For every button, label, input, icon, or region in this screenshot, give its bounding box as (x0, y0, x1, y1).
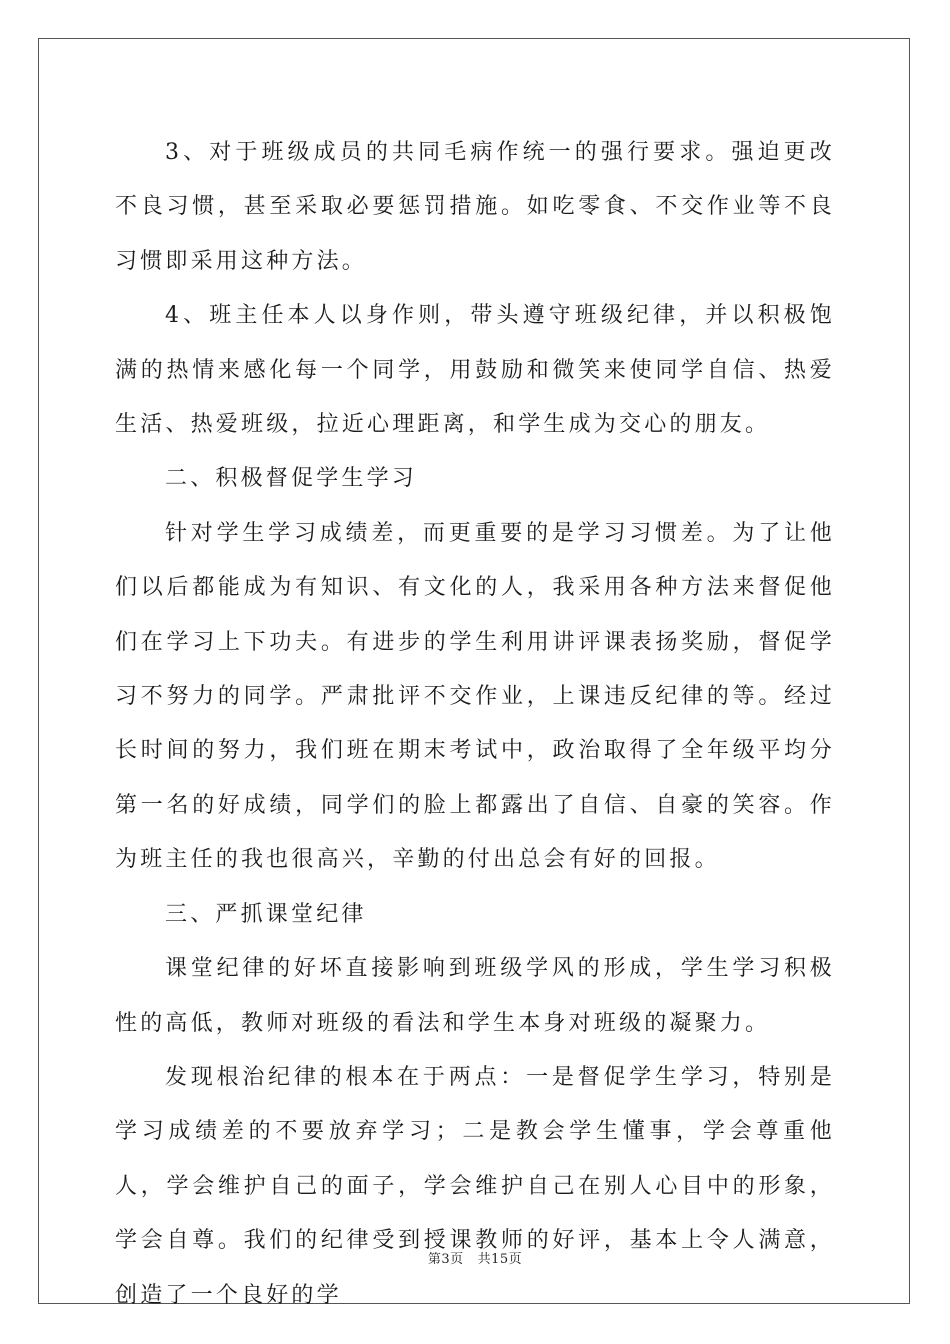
paragraph-item-4: 4、班主任本人以身作则，带头遵守班级纪律，并以积极饱满的热情来感化每一个同学，用鼓励和微笑来使同学自信、热爱生活、热爱班级，拉近心理距离，和学生成为交心的朋友。 (115, 303, 835, 438)
paragraph-item-3: 3、对于班级成员的共同毛病作统一的强行要求。强迫更改不良习惯，甚至采取必要惩罚措施。如吃零食、不交作业等不良习惯即采用这种方法。 (115, 140, 835, 274)
page-footer (0, 1248, 950, 1267)
section-heading-2: 二、积极督促学生学习 (165, 466, 418, 492)
page-total: 共15页 (477, 1252, 523, 1267)
paragraph-study: 针对学生学习成绩差，而更重要的是学习习惯差。为了让他们以后都能成为有知识、有文化的人，我采用各种方法来督促他们在学习上下功夫。有进步的学生利用讲评课表扬奖励，督促学习不努力的同学。严肃批评不交作业，上课违反纪律的等。经过长时间的努力，我们班在期末考试中，政治取得了全年级平均分第一名的好成绩，同学们的脸上都露出了自信、自豪的笑容。作为班主任的我也很高兴，辛勤的付出总会有好的回报。 (115, 520, 835, 873)
paragraph-discipline: 课堂纪律的好坏直接影响到班级学风的形成，学生学习积极性的高低，教师对班级的看法和学生本身对班级的凝聚力。 (115, 956, 835, 1036)
document-body (115, 126, 835, 1323)
section-heading-3: 三、严抓课堂纪律 (165, 901, 367, 927)
paragraph-discipline-roots: 发现根治纪律的根本在于两点：一是督促学生学习，特别是学习成绩差的不要放弃学习；二是教会学生懂事，学会尊重他人，学会维护自己的面子，学会维护自己在别人心目中的形象，学会自尊。我们的纪律受到授课教师的好评，基本上令人满意，创造了一个良好的学 (115, 1064, 835, 1308)
page-number: 第3页 (427, 1252, 464, 1267)
